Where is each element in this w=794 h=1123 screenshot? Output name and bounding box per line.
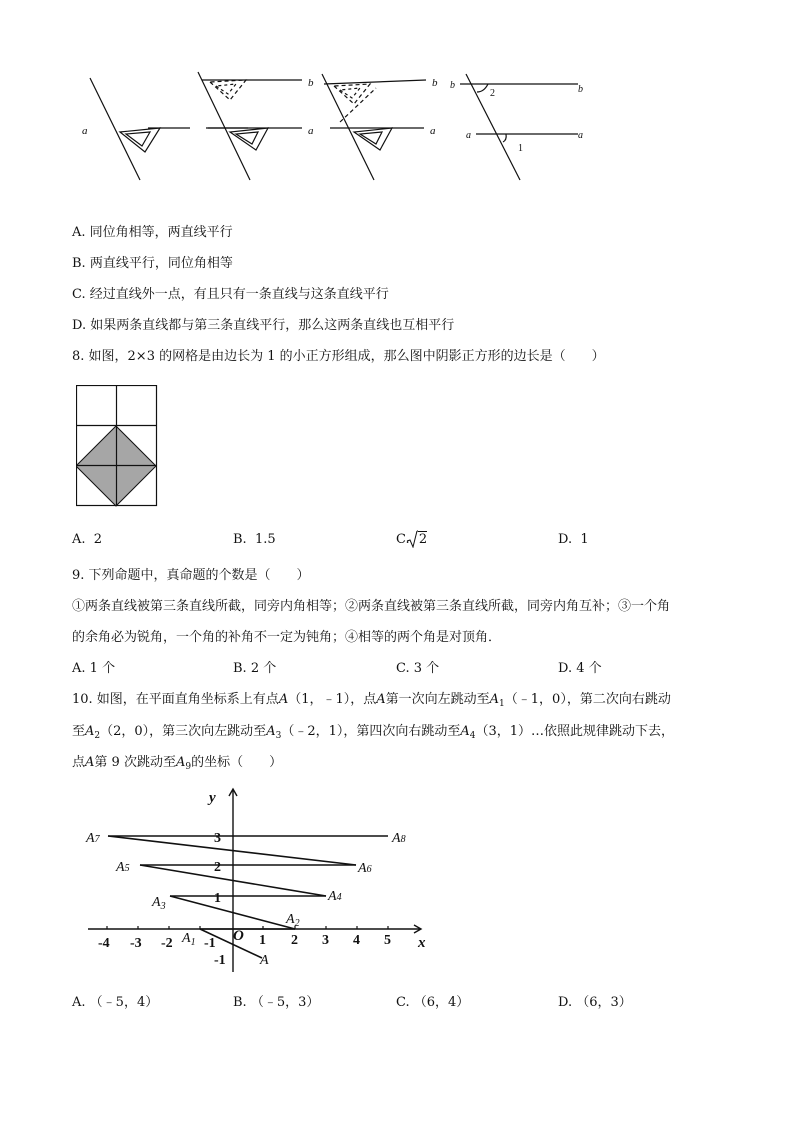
q10-option-b <box>233 995 319 1011</box>
text: 点 <box>72 755 86 770</box>
option-text: 1.5 <box>254 532 276 547</box>
option-text: 4 个 <box>576 661 602 676</box>
q8-option-c <box>396 532 427 548</box>
option-letter: B. <box>233 661 247 676</box>
y-tick-label: 2 <box>214 860 221 875</box>
point-name: A <box>266 724 276 739</box>
option-text: 2 个 <box>250 661 277 676</box>
option-letter: D. <box>558 995 573 1010</box>
label-b: b <box>308 77 314 89</box>
q10-stem-line1 <box>72 692 671 712</box>
option-text: 3 个 <box>413 661 440 676</box>
q9-option-d <box>558 661 602 677</box>
q7-option-a <box>72 225 233 241</box>
subscript: 3 <box>275 731 282 741</box>
q9-body-line1: ①两条直线被第三条直线所截，同旁内角相等；②两条直线被第三条直线所截，同旁内角互补；③一个角 <box>72 599 671 614</box>
label-a: a <box>308 125 314 137</box>
text: （1，﹣1），点 <box>288 692 377 707</box>
point-name: A <box>278 692 289 707</box>
y-tick-label: 1 <box>214 891 221 906</box>
option-text: 1 <box>580 532 589 547</box>
text: 第一次向左跳动至 <box>385 692 490 707</box>
point-label-a8: A8 <box>392 831 406 846</box>
option-letter: B. <box>233 532 247 547</box>
q8-option-b <box>233 532 276 548</box>
q8-grid-figure <box>76 385 160 509</box>
point-label-a5: A5 <box>116 860 130 875</box>
jump-path <box>108 836 388 958</box>
option-text: 1 个 <box>89 661 116 676</box>
angle-1-arc <box>503 134 506 142</box>
axis-labels <box>207 790 426 951</box>
sqrt-icon <box>406 530 418 548</box>
figure-4 <box>450 74 583 180</box>
line-b <box>324 80 426 84</box>
option-text: 2 <box>93 532 103 547</box>
q9-body-line2: 的余角必为锐角，一个角的补角不一定为钝角；④相等的两个角是对顶角． <box>72 630 502 645</box>
option-text: 2 <box>418 532 428 547</box>
subscript: 1 <box>499 699 505 709</box>
text: （3，1）…依照此规律跳动下去， <box>475 724 675 739</box>
label-b: b <box>432 77 438 89</box>
q8-option-a <box>72 532 102 548</box>
option-letter: D. <box>558 532 573 547</box>
option-letter: B. <box>233 995 247 1010</box>
point-name: A <box>85 724 95 739</box>
option-letter: C. <box>396 995 410 1010</box>
label-a: a <box>430 125 436 137</box>
option-text: （﹣5，3） <box>250 995 320 1010</box>
option-text: 经过直线外一点，有且只有一条直线与这条直线平行 <box>89 287 389 302</box>
q7-option-b <box>72 256 233 272</box>
x-tick-label: 4 <box>353 933 360 948</box>
figure-3 <box>322 74 438 180</box>
text: （2，0），第三次向左跳动至 <box>100 724 267 739</box>
set-square-dashed-inner <box>216 84 236 94</box>
point-label-a2: $A_2$ <box>286 912 300 929</box>
transversal <box>198 72 250 180</box>
x-tick-label: 3 <box>322 933 329 948</box>
option-letter: A. <box>72 995 86 1010</box>
text: 10. 如图，在平面直角坐标系上有点 <box>72 692 279 707</box>
q10-option-d <box>558 995 632 1011</box>
option-text: 两直线平行，同位角相等 <box>89 256 233 271</box>
option-text: （6，4） <box>413 995 470 1010</box>
q8-option-d <box>558 532 589 548</box>
x-tick-label: -4 <box>98 936 110 951</box>
option-letter: C. <box>72 287 86 302</box>
option-letter: A. <box>72 661 86 676</box>
option-letter: D. <box>72 318 87 333</box>
q10-option-c <box>396 995 469 1011</box>
option-letter: C. <box>396 532 410 547</box>
x-tick-label: -3 <box>130 936 142 951</box>
label-b-left: b <box>450 80 455 91</box>
text: 至 <box>72 724 86 739</box>
subscript: 2 <box>94 731 101 741</box>
grid <box>76 385 157 506</box>
set-square <box>354 128 392 150</box>
figure-2 <box>198 72 314 180</box>
point-name: A <box>460 724 470 739</box>
q10-option-a <box>72 995 158 1011</box>
set-square-dashed-inner <box>340 88 360 98</box>
x-tick-label: -1 <box>204 936 216 951</box>
q7-option-d <box>72 318 454 334</box>
point-label-a6: A6 <box>358 861 372 876</box>
angle-2-arc <box>477 84 488 92</box>
set-square <box>120 128 160 152</box>
point-name: A <box>376 692 386 707</box>
q9-option-a <box>72 661 115 677</box>
point-label-a4: A4 <box>328 889 342 904</box>
option-letter: B. <box>72 256 86 271</box>
point-label-a7: A7 <box>86 831 100 846</box>
sqrt-expression <box>418 532 427 548</box>
set-square-dashed <box>210 80 246 100</box>
subscript: 4 <box>469 731 476 741</box>
y-axis-label: y <box>209 790 216 806</box>
option-letter: A. <box>72 225 86 240</box>
option-letter: C. <box>396 661 410 676</box>
set-square <box>230 128 268 150</box>
x-axis-label: x <box>418 935 426 951</box>
subscript: 9 <box>185 762 192 772</box>
q9-option-b <box>233 661 276 677</box>
label-a-right: a <box>578 130 583 141</box>
option-letter: D. <box>558 661 573 676</box>
q7-figures <box>60 60 620 190</box>
option-text: （6，3） <box>576 995 632 1010</box>
option-text: （﹣5，4） <box>89 995 159 1010</box>
point-name: A <box>489 692 500 707</box>
option-text: 同位角相等，两直线平行 <box>89 225 233 240</box>
text: 第 9 次跳动至 <box>94 755 176 770</box>
x-tick-label: 5 <box>384 933 391 948</box>
q7-option-c <box>72 287 389 303</box>
origin-label: O <box>233 928 244 944</box>
y-tick-label: 3 <box>214 831 221 846</box>
segment-a6-a7 <box>108 836 356 865</box>
q8-stem: 8. 如图，2×3 的网格是由边长为 1 的小正方形组成，那么图中阴影正方形的边长是（ ） <box>72 349 605 364</box>
x-tick-label: 1 <box>259 933 266 948</box>
point-label-a: A <box>260 953 269 968</box>
text: （﹣1，0），第二次向右跳动 <box>504 692 671 707</box>
q9-stem: 9. 下列命题中，真命题的个数是（ ） <box>72 568 310 583</box>
q10-stem-line3 <box>72 755 282 775</box>
label-angle-2: 2 <box>490 88 495 99</box>
point-label-a3: $A_3$ <box>152 895 166 912</box>
q9-option-c <box>396 661 439 677</box>
option-letter: A. <box>72 532 86 547</box>
point-name: A <box>175 755 186 770</box>
set-square-dashed <box>334 84 370 104</box>
y-tick-label: -1 <box>214 953 226 968</box>
x-tick-label: 2 <box>291 933 298 948</box>
q10-stem-line2 <box>72 724 674 744</box>
transversal <box>322 74 374 180</box>
label-a-left: a <box>466 130 471 141</box>
transversal <box>90 78 140 180</box>
point-name: A <box>85 755 95 770</box>
q10-coordinate-graph <box>0 780 460 980</box>
option-text: 如果两条直线都与第三条直线平行，那么这两条直线也互相平行 <box>90 318 455 333</box>
label-a: a <box>82 125 88 137</box>
text: （﹣2，1），第四次向右跳动至 <box>281 724 461 739</box>
x-tick-label: -2 <box>161 936 173 951</box>
text: 的坐标（ ） <box>191 755 283 770</box>
label-angle-1: 1 <box>518 143 523 154</box>
label-b-right: b <box>578 84 583 95</box>
point-label-a1: $A_1$ <box>182 931 196 948</box>
